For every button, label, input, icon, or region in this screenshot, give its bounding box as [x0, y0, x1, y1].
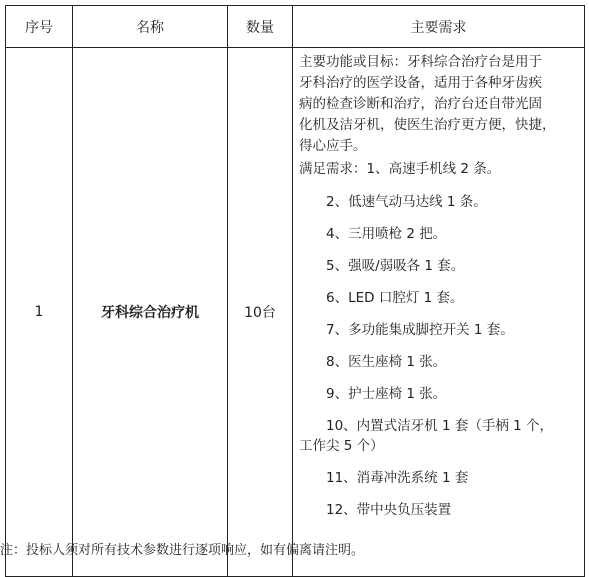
requirement-item: 7、多功能集成脚控开关 1 套。	[326, 322, 514, 338]
row-requirements	[293, 48, 585, 577]
requirement-item: 12、带中央负压装置	[326, 502, 452, 518]
requirement-item: 4、三用喷枪 2 把。	[326, 226, 447, 242]
requirement-item: 5、强吸/弱吸各 1 套。	[326, 258, 465, 274]
requirement-item: 8、医生座椅 1 张。	[326, 354, 447, 370]
intro-line: 化机及洁牙机，使医生治疗更方便，快捷，	[299, 117, 556, 133]
intro-line: 主要功能或目标：牙科综合治疗台是用于	[299, 54, 542, 70]
row-index: 1	[6, 48, 73, 577]
header-requirements: 主要需求	[293, 6, 585, 48]
table-header-row	[6, 6, 585, 48]
item10-line1: 10、内置式洁牙机 1 套（手柄 1 个，	[326, 418, 554, 434]
need-line: 满足需求：1、高速手机线 2 条。	[299, 161, 501, 177]
requirements-intro	[299, 52, 578, 157]
requirement-item: 11、消毒冲洗系统 1 套	[326, 470, 469, 486]
intro-line: 得心应手。	[299, 138, 367, 154]
header-name: 名称	[73, 6, 228, 48]
requirement-item: 2、低速气动马达线 1 条。	[326, 194, 487, 210]
footer-fragment: 注：投标人须对所有技术参数进行逐项响应，如有偏离请注明。	[0, 543, 365, 558]
header-quantity: 数量	[228, 6, 293, 48]
requirement-item-10	[299, 416, 578, 456]
requirement-item: 9、护士座椅 1 张。	[326, 386, 447, 402]
row-quantity: 10台	[228, 48, 293, 577]
intro-line: 牙科治疗的医学设备，适用于各种牙齿疾	[299, 75, 542, 91]
row-name: 牙科综合治疗机	[73, 48, 228, 577]
requirement-item: 6、LED 口腔灯 1 套。	[326, 290, 464, 306]
intro-line: 病的检查诊断和治疗，治疗台还自带光固	[299, 96, 542, 112]
item10-line2: 工作尖 5 个）	[299, 438, 384, 454]
requirements-table	[5, 5, 585, 577]
header-index: 序号	[6, 6, 73, 48]
table-row	[6, 48, 585, 577]
